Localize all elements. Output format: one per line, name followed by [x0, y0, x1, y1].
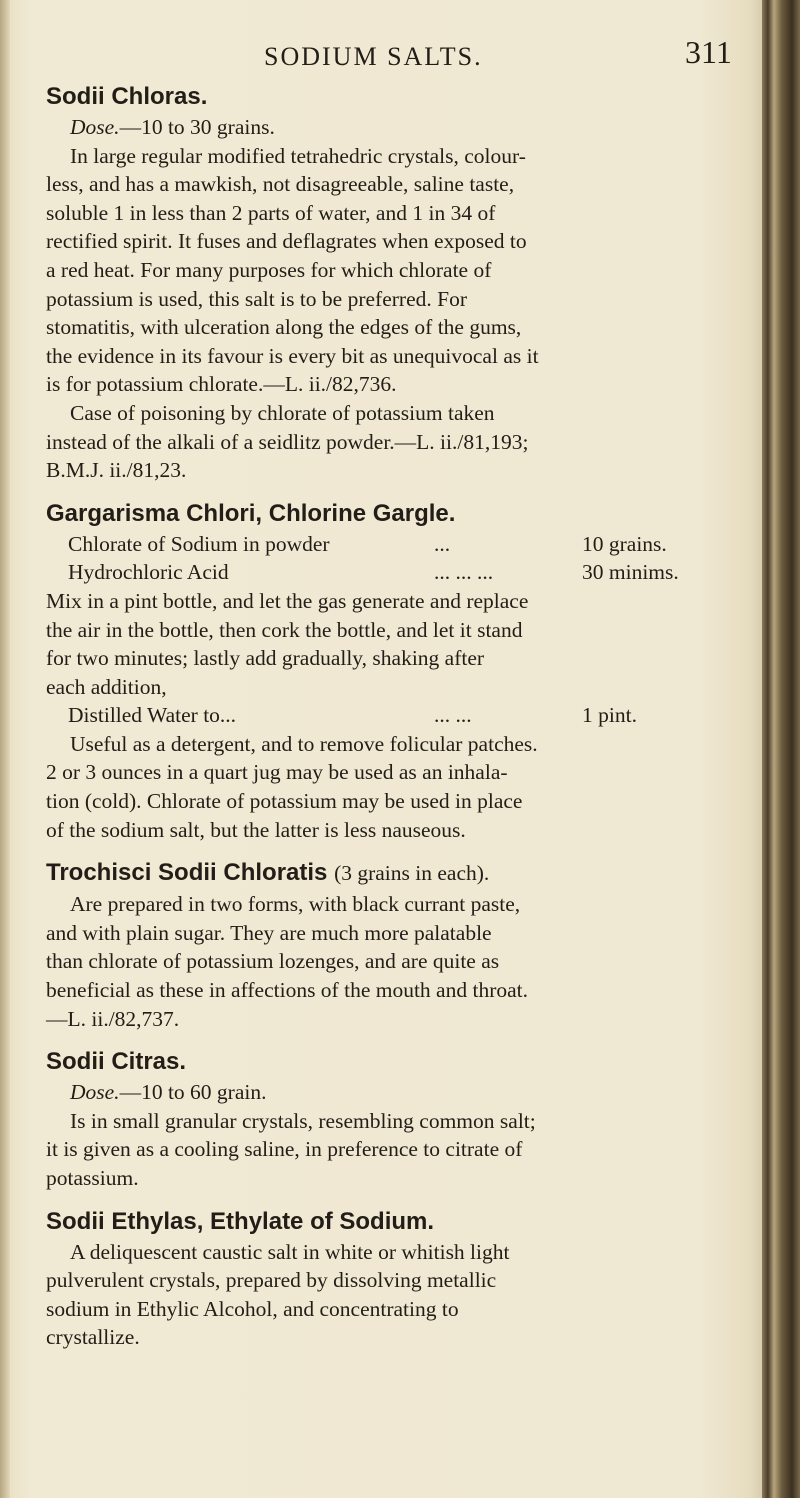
entry-gargarisma-chlori [36, 497, 752, 845]
entry-heading: Sodii Chloras. [46, 83, 208, 110]
text-line: and with plain sugar. They are much more palatable [46, 920, 492, 945]
text-line: is for potassium chlorate.—L. ii./82,736. [46, 372, 397, 397]
text-line: pulverulent crystals, prepared by dissolving metallic [46, 1268, 497, 1293]
text-line: than chlorate of potassium lozenges, and are quite as [46, 949, 500, 974]
text-line: a red heat. For many purposes for which chlorate of [46, 257, 492, 282]
page-number: 311 [685, 34, 732, 70]
text-line: rectified spirit. It fuses and deflagrates when exposed to [46, 229, 527, 254]
entry-sodii-ethylas [36, 1205, 752, 1352]
text-line: for two minutes; lastly add gradually, shaking after [46, 646, 485, 671]
formula-item: Distilled Water to... [68, 703, 237, 728]
page-header [0, 28, 760, 78]
text-line: soluble 1 in less than 2 parts of water, and 1 in 34 of [46, 200, 496, 225]
book-binding-edge [762, 0, 800, 1498]
page-content [36, 80, 752, 1352]
text-line: crystallize. [46, 1325, 140, 1350]
text-line: —L. ii./82,737. [46, 1006, 180, 1031]
entry-heading: Gargarisma Chlori, Chlorine Gargle. [46, 499, 456, 527]
running-head: SODIUM SALTS. [264, 42, 483, 71]
text-line: In large regular modified tetrahedric crystals, colour- [70, 143, 526, 168]
formula-row [36, 558, 752, 587]
text-line: instead of the alkali of a seidlitz powder.—L. ii./81,193; [46, 429, 529, 454]
entry-sodii-citras [36, 1045, 752, 1192]
text-line: Is in small granular crystals, resembling common salt; [70, 1108, 536, 1133]
dose-text: —10 to 60 grain. [119, 1080, 267, 1105]
entry-heading: Sodii Citras. [46, 1048, 187, 1076]
dose-label: Dose. [70, 1080, 120, 1105]
text-line: A deliquescent caustic salt in white or whitish light [70, 1239, 510, 1264]
entry-heading-note: (3 grains in each). [334, 861, 490, 886]
formula-quantity: 1 pint. [582, 703, 637, 728]
formula-dots: ... ... [434, 703, 472, 728]
text-line: beneficial as these in affections of the mouth and throat. [46, 978, 528, 1003]
text-line: B.M.J. ii./81,23. [46, 458, 187, 483]
text-line: potassium. [46, 1166, 139, 1190]
text-line: it is given as a cooling saline, in preference to citrate of [46, 1137, 523, 1162]
entry-sodii-chloras [36, 80, 752, 485]
dose-text: —10 to 30 grains. [119, 115, 275, 139]
formula-quantity: 10 grains. [582, 531, 667, 556]
formula-row [36, 701, 752, 730]
text-line: stomatitis, with ulceration along the edges of the gums, [46, 315, 522, 340]
dose-line [36, 1078, 752, 1107]
dose-line [36, 113, 752, 142]
entry-heading-title: Trochisci Sodii Chloratis [46, 859, 328, 887]
text-line: of the sodium salt, but the latter is less nauseous. [46, 817, 466, 842]
text-line: Mix in a pint bottle, and let the gas generate and replace [46, 588, 529, 613]
formula-item: Hydrochloric Acid [68, 560, 229, 585]
text-line: Are prepared in two forms, with black currant paste, [70, 892, 521, 917]
formula-dots: ... ... ... [434, 560, 494, 585]
dose-label: Dose. [70, 115, 120, 139]
entry-trochisci-sodii-chloratis [36, 856, 752, 1033]
text-line: Case of poisoning by chlorate of potassium taken [70, 400, 495, 425]
entry-heading [36, 856, 752, 890]
text-line: 2 or 3 ounces in a quart jug may be used as an inhala- [46, 760, 508, 785]
text-line: potassium is used, this salt is to be preferred. For [46, 286, 467, 311]
text-line: the air in the bottle, then cork the bottle, and let it stand [46, 617, 523, 642]
text-line: the evidence in its favour is every bit as unequivocal as it [46, 343, 539, 368]
text-line: less, and has a mawkish, not disagreeable, saline taste, [46, 172, 515, 197]
text-line: sodium in Ethylic Alcohol, and concentrating to [46, 1296, 459, 1321]
formula-item: Chlorate of Sodium in powder [68, 531, 330, 556]
page-left-edge [0, 0, 10, 1498]
text-line: tion (cold). Chlorate of potassium may be used in place [46, 789, 523, 814]
formula-row [36, 530, 752, 559]
formula-dots: ... [434, 531, 451, 556]
entry-heading: Sodii Ethylas, Ethylate of Sodium. [46, 1207, 435, 1235]
text-line: each addition, [46, 674, 167, 699]
formula-quantity: 30 minims. [582, 560, 679, 585]
text-line: Useful as a detergent, and to remove folicular patches. [70, 731, 538, 756]
